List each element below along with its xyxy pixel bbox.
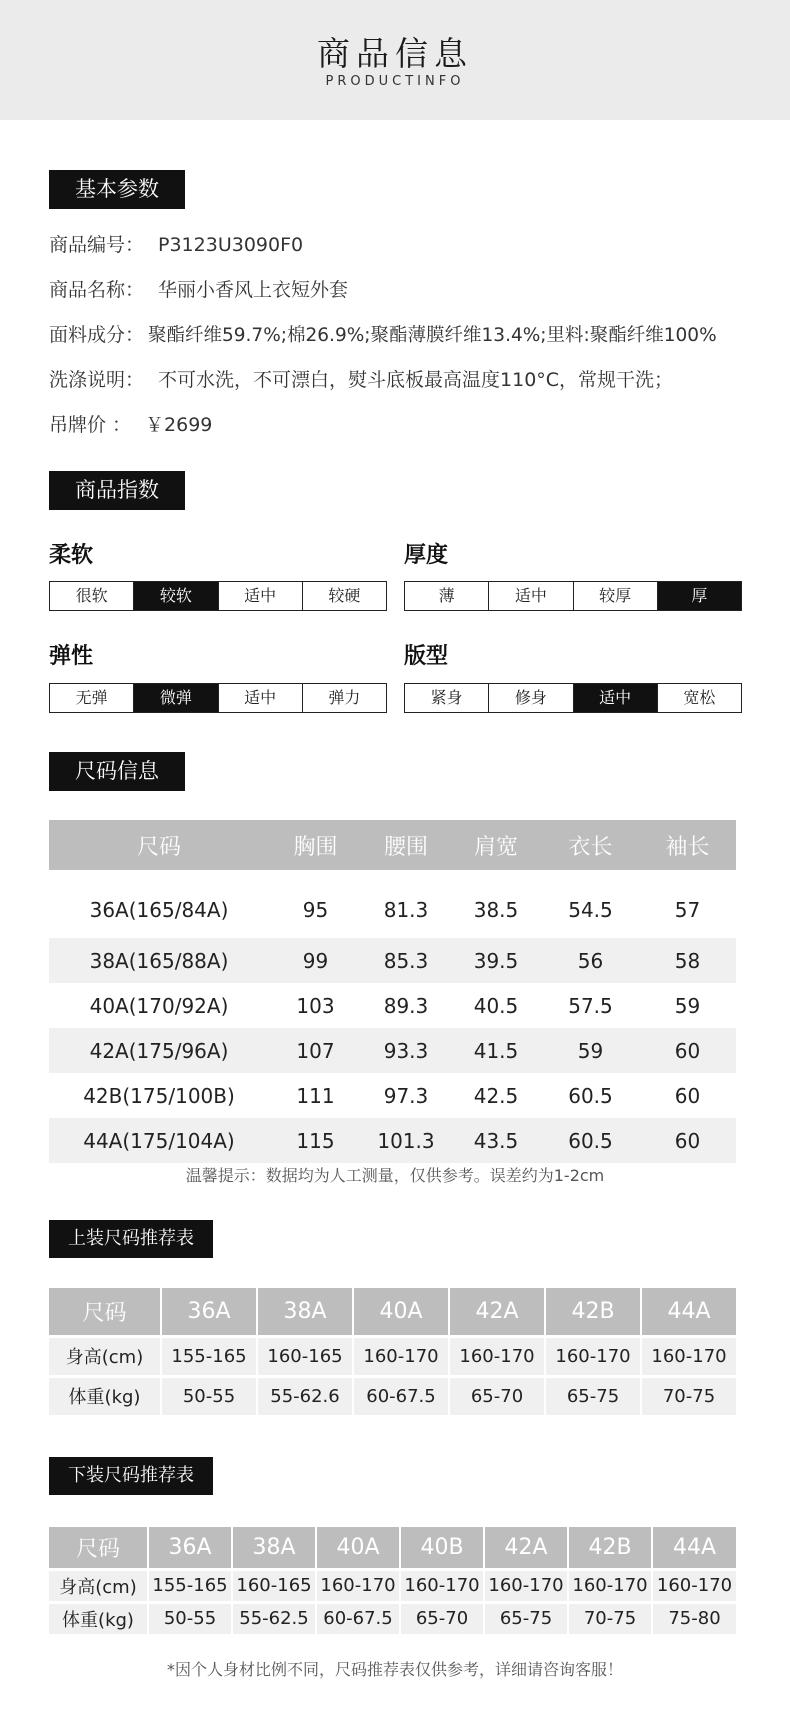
elasticity-scale [49,683,387,713]
table-cell: 尺码 [49,1288,161,1336]
table-cell: 57 [674,898,701,922]
table-cell: 65-70 [449,1376,545,1416]
table-cell: 40B [400,1527,484,1569]
table-cell: 160-170 [545,1336,641,1376]
table-cell: 60 [639,1028,736,1073]
softness-title: 柔软 [49,543,94,568]
thickness-title: 厚度 [404,543,449,568]
table-cell: 55-62.5 [232,1602,316,1635]
table-cell: 155-165 [148,1569,232,1602]
fit-scale [404,683,742,713]
table-row [49,1028,736,1073]
table-cell: 60-67.5 [316,1602,400,1635]
top-rec-table [49,1288,736,1418]
scale-option: 很软 [75,586,108,605]
table-row [49,983,736,1028]
table-cell: 身高(cm) [49,1569,148,1602]
size-table [49,820,736,1163]
table-cell: 65-70 [400,1602,484,1635]
scale-option: 薄 [438,586,455,605]
table-cell: 103 [296,993,335,1018]
table-cell: 42.5 [473,1083,519,1108]
table-cell: 43.5 [450,1118,542,1163]
scale-option: 适中 [218,582,302,610]
thickness-scale [404,581,742,611]
table-cell: 70-75 [641,1376,736,1416]
page-header [0,0,790,120]
table-cell: 42A [484,1527,568,1569]
table-cell: 60.5 [542,1118,639,1163]
table-cell: 55-62.6 [257,1376,353,1416]
section-tag-index: 商品指数 [49,471,185,510]
table-cell: 身高(cm) [49,1336,161,1376]
table-cell: 42A [449,1288,545,1336]
table-cell: 160-170 [652,1569,736,1602]
table-cell: 160-170 [568,1569,652,1602]
table-cell: 81.3 [383,898,429,922]
info-value: 华丽小香风上衣短外套 [158,279,349,301]
table-row [49,1569,736,1602]
table-cell: 40A [316,1527,400,1569]
table-cell: 93.3 [362,1028,450,1073]
table-cell: 65-75 [484,1602,568,1635]
scale-option: 修身 [488,684,572,712]
scale-option: 适中 [218,684,302,712]
table-cell: 160-170 [316,1569,400,1602]
table-cell: 115 [269,1118,362,1163]
table-cell: 97.3 [383,1083,429,1108]
table-row [49,1602,736,1635]
section-tag-bottom-rec: 下装尺码推荐表 [49,1457,213,1495]
size-column-header: 袖长 [639,820,736,870]
table-cell: 107 [269,1028,362,1073]
scale-option: 适中 [573,684,657,712]
section-tag-basic: 基本参数 [49,170,185,209]
scale-option: 较硬 [302,582,386,610]
table-cell: 38A(165/88A) [49,938,269,983]
table-cell: 57.5 [568,993,613,1018]
size-column-header: 胸围 [269,820,362,870]
scale-option: 较软 [133,582,217,610]
table-cell: 42B(175/100B) [83,1083,235,1108]
table-cell: 42B [545,1288,641,1336]
table-cell: 60 [674,1083,701,1108]
table-cell: 101.3 [362,1118,450,1163]
table-cell: 95 [302,898,329,922]
info-label: 吊牌价 ： [49,414,132,436]
info-label: 洗涤说明： [49,369,145,391]
table-cell: 42A(175/96A) [49,1028,269,1073]
table-cell: 59 [542,1028,639,1073]
info-row-care [49,365,673,392]
info-value: 聚酯纤维59.7%;棉26.9%;聚酯薄膜纤维13.4%;里料:聚酯纤维100% [148,325,717,346]
table-cell: 85.3 [362,938,450,983]
table-row [49,1073,736,1118]
table-cell: 75-80 [652,1602,736,1635]
table-cell: 体重(kg) [49,1602,148,1635]
info-label: 面料成分： [49,324,145,346]
table-cell: 111 [296,1083,335,1108]
scale-option: 紧身 [430,688,463,707]
table-cell: 89.3 [383,993,429,1018]
table-row [49,1118,736,1163]
table-cell: 38.5 [473,898,519,922]
table-cell: 59 [674,993,701,1018]
table-cell: 54.5 [568,898,613,922]
bottom-rec-table [49,1527,736,1637]
size-column-header: 肩宽 [450,820,542,870]
table-cell: 尺码 [49,1527,148,1569]
table-cell: 60 [639,1118,736,1163]
table-cell: 44A(175/104A) [49,1118,269,1163]
info-label: 商品编号： [49,234,145,256]
section-tag-size: 尺码信息 [49,752,185,791]
table-cell: 40.5 [473,993,519,1018]
table-cell: 160-170 [641,1336,736,1376]
scale-option: 宽松 [657,684,741,712]
info-label: 商品名称： [49,279,145,301]
table-cell: 38A [257,1288,353,1336]
table-cell: 160-170 [353,1336,449,1376]
table-cell: 70-75 [568,1602,652,1635]
table-cell: 41.5 [450,1028,542,1073]
table-cell: 160-170 [449,1336,545,1376]
softness-scale [49,581,387,611]
table-cell: 160-165 [257,1336,353,1376]
table-cell: 155-165 [161,1336,257,1376]
table-cell: 60-67.5 [353,1376,449,1416]
size-column-header: 衣长 [542,820,639,870]
table-cell: 65-75 [545,1376,641,1416]
size-column-header: 尺码 [49,820,269,870]
page-subtitle: PRODUCTINFO [325,74,465,89]
scale-option: 较厚 [573,582,657,610]
section-tag-top-rec: 上装尺码推荐表 [49,1220,213,1258]
page-title: 商品信息 [317,34,473,73]
fit-title: 版型 [404,644,449,669]
table-cell: 体重(kg) [49,1376,161,1416]
rec-header-row [49,1527,736,1569]
table-cell: 40A [353,1288,449,1336]
table-cell: 36A [161,1288,257,1336]
info-row-price [49,410,212,437]
info-value: ￥2699 [145,414,213,436]
table-cell: 99 [269,938,362,983]
table-cell: 160-165 [232,1569,316,1602]
table-cell: 160-170 [484,1569,568,1602]
table-cell: 44A [641,1288,736,1336]
table-cell: 36A [148,1527,232,1569]
info-row-code [49,230,303,257]
table-row [49,1376,736,1416]
bottom-rec-note: *因个人身材比例不同，尺码推荐表仅供参考，详细请咨询客服！ [166,1660,623,1679]
info-value: P3123U3090F0 [158,234,304,256]
table-cell: 36A(165/84A) [89,898,229,922]
size-note: 温馨提示：数据均为人工测量，仅供参考。误差约为1-2cm [185,1166,605,1185]
scale-option: 厚 [657,582,741,610]
elasticity-title: 弹性 [49,644,94,669]
scale-option: 弹力 [302,684,386,712]
size-column-header: 腰围 [362,820,450,870]
table-row [49,870,736,938]
scale-option: 适中 [488,582,572,610]
table-cell: 50-55 [161,1376,257,1416]
table-cell: 50-55 [148,1602,232,1635]
table-cell: 56 [542,938,639,983]
info-row-name [49,275,348,302]
rec-header-row [49,1288,736,1336]
scale-option: 微弹 [133,684,217,712]
info-row-fabric [49,320,717,347]
table-cell: 39.5 [450,938,542,983]
table-cell: 160-170 [400,1569,484,1602]
table-cell: 38A [232,1527,316,1569]
table-row [49,1336,736,1376]
table-cell: 40A(170/92A) [89,993,229,1018]
scale-option: 无弹 [75,688,108,707]
table-cell: 42B [568,1527,652,1569]
table-row [49,938,736,983]
table-cell: 60.5 [568,1083,613,1108]
table-cell: 58 [639,938,736,983]
info-value: 不可水洗，不可漂白，熨斗底板最高温度110°C，常规干洗； [158,369,674,391]
table-cell: 44A [652,1527,736,1569]
